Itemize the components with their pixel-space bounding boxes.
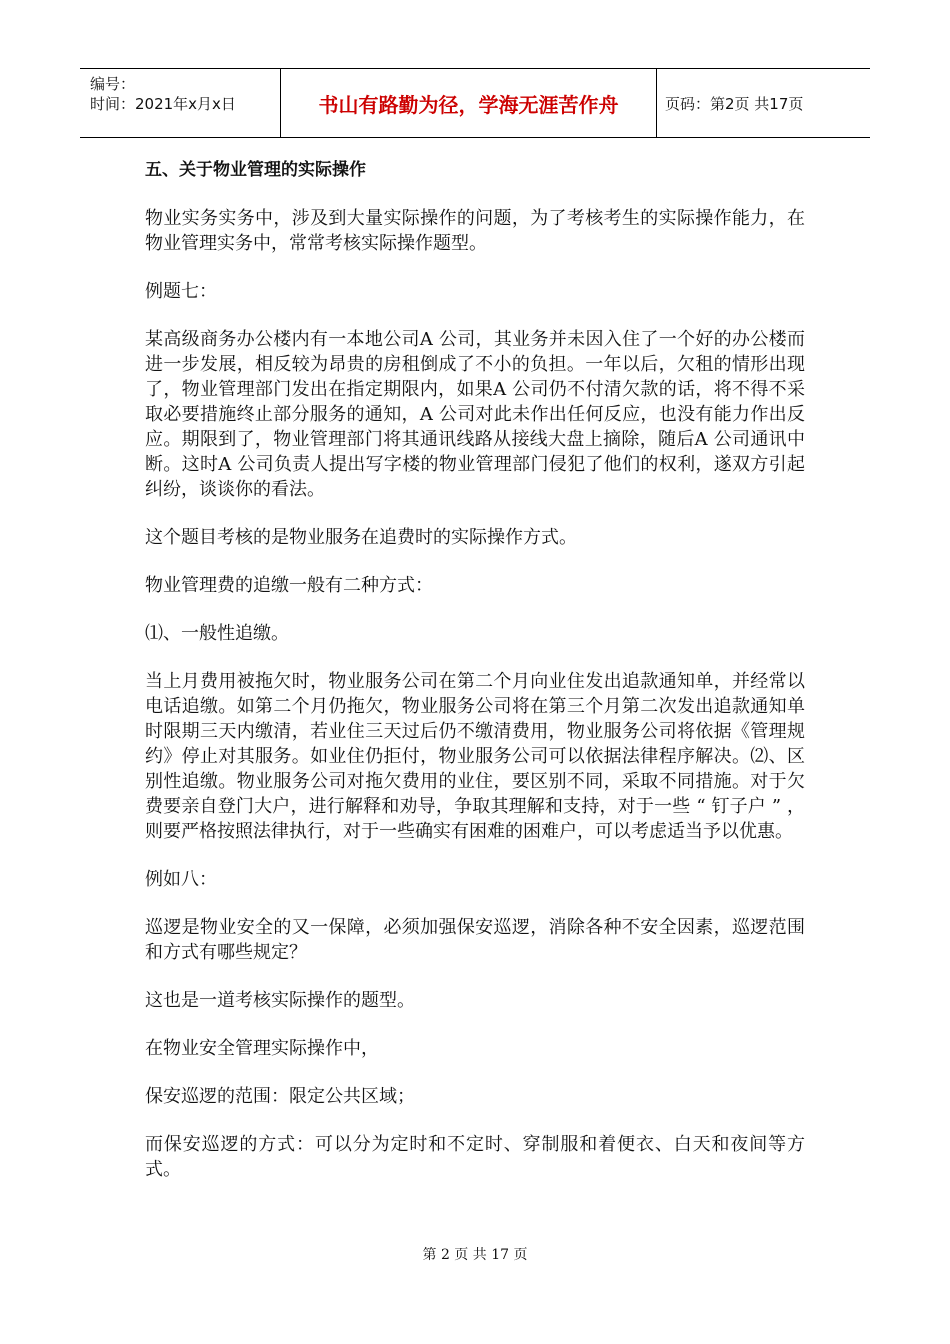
paragraph: 这也是一道考核实际操作的题型。 [145,990,415,1011]
paragraph: 当上月费用被拖欠时，物业服务公司在第二个月向业住发出追款通知单，并经常以电话追缴。如第二个月仍拖欠，物业服务公司将在第三个月第二次发出追款通知单时限期三天内缴清，若业住三天过后仍不缴清费用，物业服务公司将依据《管理规约》停止对其服务。如业住仍拒付，物业服务公司可以依据法律程序解决。⑵、区别性追缴。物业服务公司对拖欠费用的业住，要区别不同，采取不同措施。对于欠费要亲自登门大户，进行解释和劝导，争取其理解和支持，对于一些 “ 钉子户 ” ，则要严格按照法律执行，对于一些确实有困难的困难户，可以考虑适当予以优惠。 [145,671,805,842]
document-date: 时间：2021年x月x日 [90,95,236,113]
header-motto: 书山有路勤为径，学海无涯苦作舟 [281,69,657,137]
header-meta [80,69,281,137]
document-body [145,158,805,1205]
document-number: 编号： [90,75,136,93]
paragraph: 物业实务实务中，涉及到大量实际操作的问题，为了考核考生的实际操作能力，在物业管理实务中，常常考核实际操作题型。 [145,208,805,254]
section-heading: 五、关于物业管理的实际操作 [145,160,366,180]
page-header [80,68,870,138]
paragraph: 某高级商务办公楼内有一本地公司A 公司，其业务并未因入住了一个好的办公楼而进一步发展，相反较为昂贵的房租倒成了不小的负担。一年以后，欠租的情形出现了，物业管理部门发出在指定期限内，如果A 公司仍不付清欠款的话，将不得不采取必要措施终止部分服务的通知，A 公司对此未作出任何反应，也没有能力作出反应。期限到了，物业管理部门将其通讯线路从接线大盘上摘除，随后A 公司通讯中断。这时A 公司负责人提出写字楼的物业管理部门侵犯了他们的权利，遂双方引起纠纷，谈谈你的看法。 [145,329,805,500]
page-footer: 第 2 页 共 17 页 [422,1247,528,1263]
header-page-number: 页码：第2页 共17页 [665,94,804,113]
paragraph: 物业管理费的追缴一般有二种方式： [145,575,433,596]
paragraph: 例题七： [145,281,217,302]
paragraph: 在物业安全管理实际操作中， [145,1038,379,1059]
paragraph: 巡逻是物业安全的又一保障，必须加强保安巡逻，消除各种不安全因素，巡逻范围和方式有哪些规定？ [145,917,805,963]
paragraph: ⑴、一般性追缴。 [145,623,289,644]
paragraph: 这个题目考核的是物业服务在追费时的实际操作方式。 [145,527,577,548]
paragraph: 保安巡逻的范围：限定公共区域； [145,1086,415,1107]
paragraph: 而保安巡逻的方式：可以分为定时和不定时、穿制服和着便衣、白天和夜间等方式。 [145,1134,805,1180]
paragraph: 例如八： [145,869,217,890]
